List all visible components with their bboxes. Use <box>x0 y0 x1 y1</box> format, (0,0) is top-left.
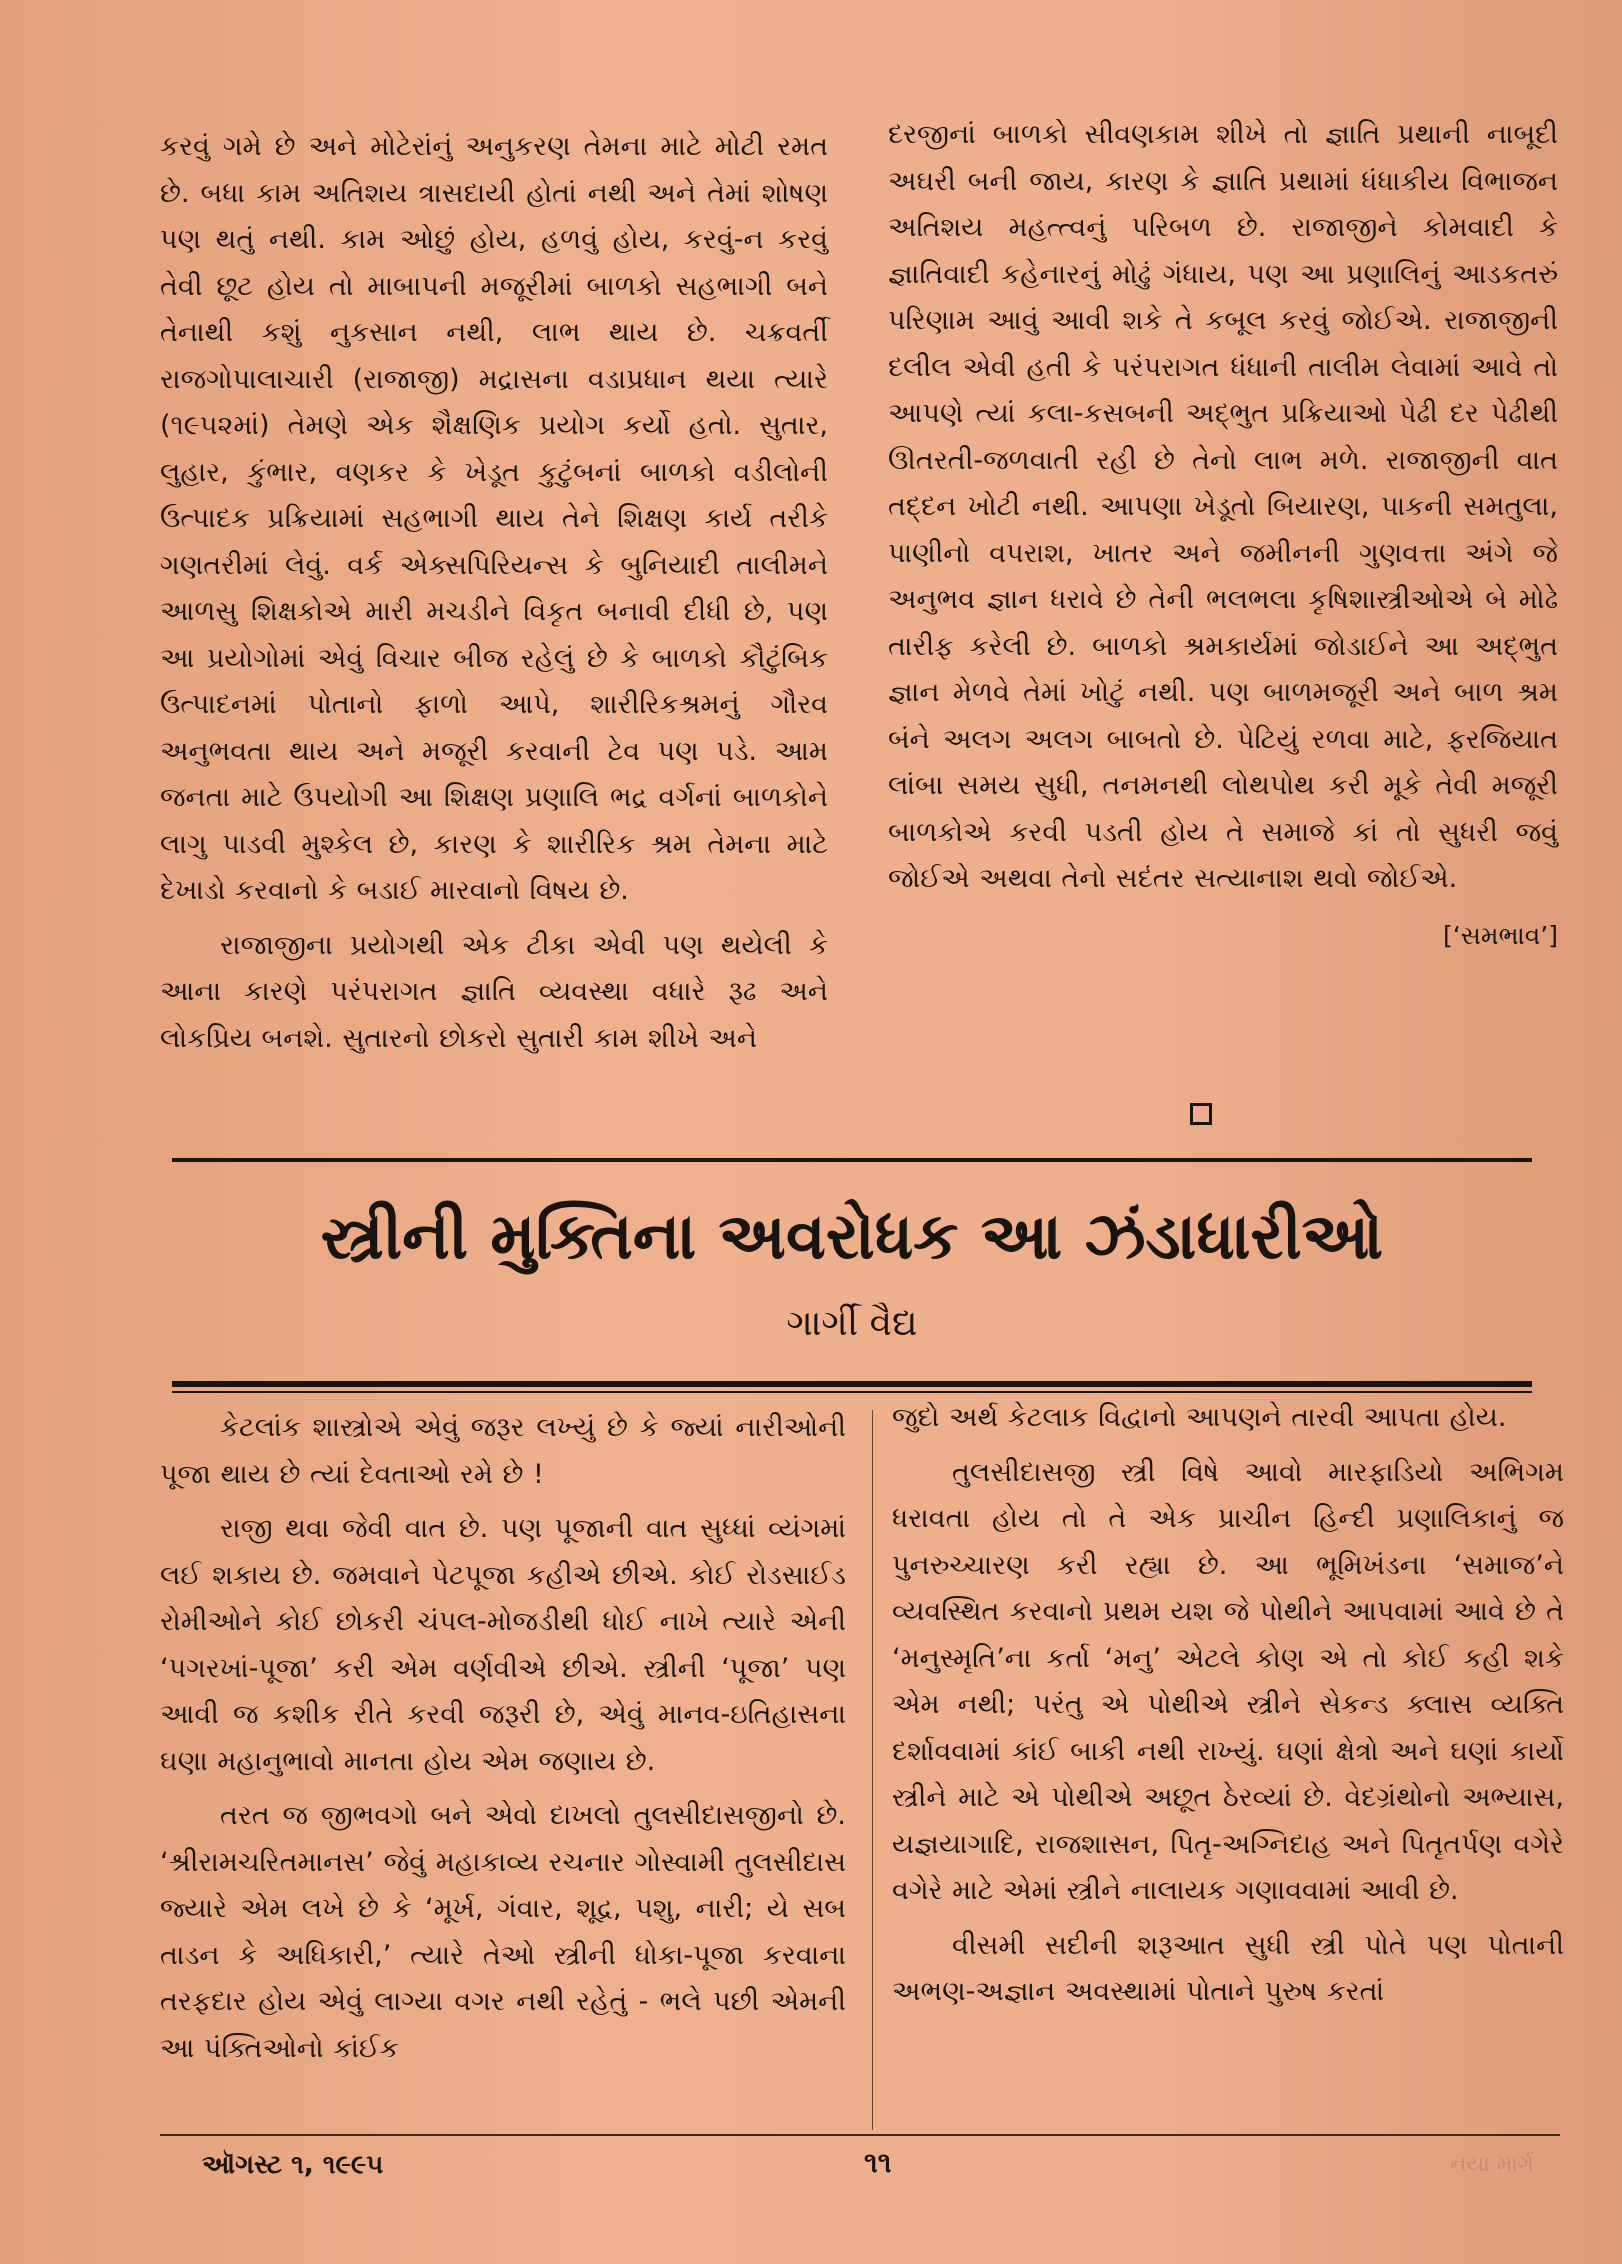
paragraph: તરત જ જીભવગો બને એવો દાખલો તુલસીદાસજીનો છે. ‘શ્રીરામચરિતમાનસ’ જેવું મહાકાવ્ય રચનાર ગોસ્વામી તુલસીદાસ જ્યારે એમ લખે છે કે ‘મૂર્ખ, ગંવાર, શૂદ્ર, પશુ, નારી; યે સબ તાડન કે અધિકારી,’ ત્યારે તેઓ સ્ત્રીની ધોકા-પૂજા કરવાના તરફદાર હોય એવું લાગ્યા વગર નથી રહેતું - ભલે પછી એમની આ પંક્તિઓનો કાંઈક <box>160 1800 846 2064</box>
page-number: ૧૧ <box>864 2146 892 2179</box>
previous-article-left-column <box>160 124 828 1062</box>
divider <box>172 1158 1532 1162</box>
magazine-name: નયા માર્ગ <box>1450 2152 1534 2177</box>
paragraph: રાજાજીના પ્રયોગથી એક ટીકા એવી પણ થયેલી કે આના કારણે પરંપરાગત જ્ઞાતિ વ્યવસ્થા વધારે રૂઢ અને લોકપ્રિય બનશે. સુતારનો છોકરો સુતારી કામ શીખે અને <box>160 929 828 1054</box>
article-right-column <box>892 1395 1564 2016</box>
paragraph: કરવું ગમે છે અને મોટેરાંનું અનુકરણ તેમના માટે મોટી રમત છે. બધા કામ અતિશય ત્રાસદાયી હોતાં નથી અને તેમાં શોષણ પણ થતું નથી. કામ ઓછું હોય, હળવું હોય, કરવું-ન કરવું તેવી છૂટ હોય તો માબાપની મજૂરીમાં બાળકો સહભાગી બને તેનાથી કશું નુકસાન નથી, લાભ થાય છે. ચક્રવર્તી રાજગોપાલાચારી (રાજાજી) મદ્રાસના વડાપ્રધાન થયા ત્યારે (૧૯૫૨માં) તેમણે એક શૈક્ષણિક પ્રયોગ કર્યો હતો. સુતાર, લુહાર, કુંભાર, વણકર કે ખેડૂત કુટુંબનાં બાળકો વડીલોની ઉત્પાદક પ્રક્રિયામાં સહભાગી થાય તેને શિક્ષણ કાર્ય તરીકે ગણતરીમાં લેવું. વર્ક એક્સપિરિયન્સ કે બુનિયાદી તાલીમને આળસુ શિક્ષકોએ મારી મચડીને વિકૃત બનાવી દીધી છે, પણ આ પ્રયોગોમાં એવું વિચાર બીજ રહેલું છે કે બાળકો કૌટુંબિક ઉત્પાદનમાં પોતાનો ફાળો આપે, શારીરિકશ્રમનું ગૌરવ અનુભવતા થાય અને મજૂરી કરવાની ટેવ પણ પડે. આમ જનતા માટે ઉપયોગી આ શિક્ષણ પ્રણાલિ ભદ્ર વર્ગનાં બાળકોને લાગુ પાડવી મુશ્કેલ છે, કારણ કે શારીરિક શ્રમ તેમના માટે દેખાડો કરવાનો કે બડાઈ મારવાનો વિષય છે. <box>160 131 828 906</box>
footer-date: ઑગસ્ટ ૧, ૧૯૯૫ <box>202 2150 384 2180</box>
divider <box>172 1381 1532 1387</box>
paragraph: જુદો અર્થ કેટલાક વિદ્વાનો આપણને તારવી આપતા હોય. <box>892 1402 1507 1433</box>
paragraph: કેટલાંક શાસ્ત્રોએ એવું જરૂર લખ્યું છે કે જ્યાં નારીઓની પૂજા થાય છે ત્યાં દેવતાઓ રમે છે ! <box>160 1412 846 1490</box>
previous-article-right-column <box>888 112 1558 959</box>
article-title: સ્ત્રીની મુક્તિના અવરોધક આ ઝંડાધારીઓ <box>320 1200 1384 1274</box>
article-author: ગાર્ગી વૈદ્ય <box>786 1303 918 1344</box>
end-of-article-square-icon <box>1190 1103 1212 1125</box>
article-left-column <box>160 1405 846 2072</box>
divider <box>172 1391 1532 1393</box>
footer-rule <box>160 2134 1560 2136</box>
source-citation: [‘સમભાવ’] <box>1442 920 1558 950</box>
paragraph: તુલસીદાસજી સ્ત્રી વિષે આવો મારફાડિયો અભિગમ ધરાવતા હોય તો તે એક પ્રાચીન હિન્દી પ્રણાલિકાનું જ પુનરુચ્ચારણ કરી રહ્યા છે. આ ભૂમિખંડના ‘સમાજ’ને વ્યવસ્થિત કરવાનો પ્રથમ યશ જે પોથીને આપવામાં આવે છે તે ‘મનુસ્મૃતિ’ના કર્તા ‘મનુ’ એટલે કોણ એ તો કોઈ કહી શકે એમ નથી; પરંતુ એ પોથીએ સ્ત્રીને સેકન્ડ ક્લાસ વ્યક્તિ દર્શાવવામાં કાંઈ બાકી નથી રાખ્યું. ઘણાં ક્ષેત્રો અને ઘણાં કાર્યો સ્ત્રીને માટે એ પોથીએ અછૂત ઠેરવ્યાં છે. વેદગ્રંથોનો અભ્યાસ, યજ્ઞયાગાદિ, રાજશાસન, પિતૃ-અગ્નિદાહ અને પિતૃતર્પણ વગેરે વગેરે માટે એમાં સ્ત્રીને નાલાયક ગણાવવામાં આવી છે. <box>892 1456 1564 1906</box>
paragraph: રાજી થવા જેવી વાત છે. પણ પૂજાની વાત સુધ્ધાં વ્યંગમાં લઈ શકાય છે. જમવાને પેટપૂજા કહીએ છીએ. કોઈ રોડસાઈડ રોમીઓને કોઈ છોકરી ચંપલ-મોજડીથી ધોઈ નાખે ત્યારે એની ‘પગરખાં-પૂજા’ કરી એમ વર્ણવીએ છીએ. સ્ત્રીની ‘પૂજા’ પણ આવી જ કશીક રીતે કરવી જરૂરી છે, એવું માનવ-ઇતિહાસના ઘણા મહાનુભાવો માનતા હોય એમ જણાય છે. <box>160 1513 846 1777</box>
column-divider <box>872 1410 873 2130</box>
paragraph: દરજીનાં બાળકો સીવણકામ શીખે તો જ્ઞાતિ પ્રથાની નાબૂદી અઘરી બની જાય, કારણ કે જ્ઞાતિ પ્રથામાં ધંધાકીય વિભાજન અતિશય મહત્ત્વનું પરિબળ છે. રાજાજીને કોમવાદી કે જ્ઞાતિવાદી કહેનારનું મોઢું ગંધાય, પણ આ પ્રણાલિનું આડકતરું પરિણામ આવું આવી શકે તે કબૂલ કરવું જોઈએ. રાજાજીની દલીલ એવી હતી કે પરંપરાગત ધંધાની તાલીમ લેવામાં આવે તો આપણે ત્યાં કલા-કસબની અદ્ભુત પ્રક્રિયાઓ પેઢી દર પેઢીથી ઊતરતી-જળવાતી રહી છે તેનો લાભ મળે. રાજાજીની વાત તદ્દન ખોટી નથી. આપણા ખેડૂતો બિયારણ, પાકની સમતુલા, પાણીનો વપરાશ, ખાતર અને જમીનની ગુણવત્તા અંગે જે અનુભવ જ્ઞાન ધરાવે છે તેની ભલભલા કૃષિશાસ્ત્રીઓએ બે મોઢે તારીફ કરેલી છે. બાળકો શ્રમકાર્યમાં જોડાઈને આ અદ્ભુત જ્ઞાન મેળવે તેમાં ખોટું નથી. પણ બાળમજૂરી અને બાળ શ્રમ બંને અલગ અલગ બાબતો છે. પેટિયું રળવા માટે, ફરજિયાત લાંબા સમય સુધી, તનમનથી લોથપોથ કરી મૂકે તેવી મજૂરી બાળકોએ કરવી પડતી હોય તે સમાજે કાં તો સુધરી જવું જોઈએ અથવા તેનો સદંતર સત્યાનાશ થવો જોઈએ. <box>888 119 1558 894</box>
paragraph: વીસમી સદીની શરૂઆત સુધી સ્ત્રી પોતે પણ પોતાની અભણ-અજ્ઞાન અવસ્થામાં પોતાને પુરુષ કરતાં <box>892 1929 1564 2007</box>
